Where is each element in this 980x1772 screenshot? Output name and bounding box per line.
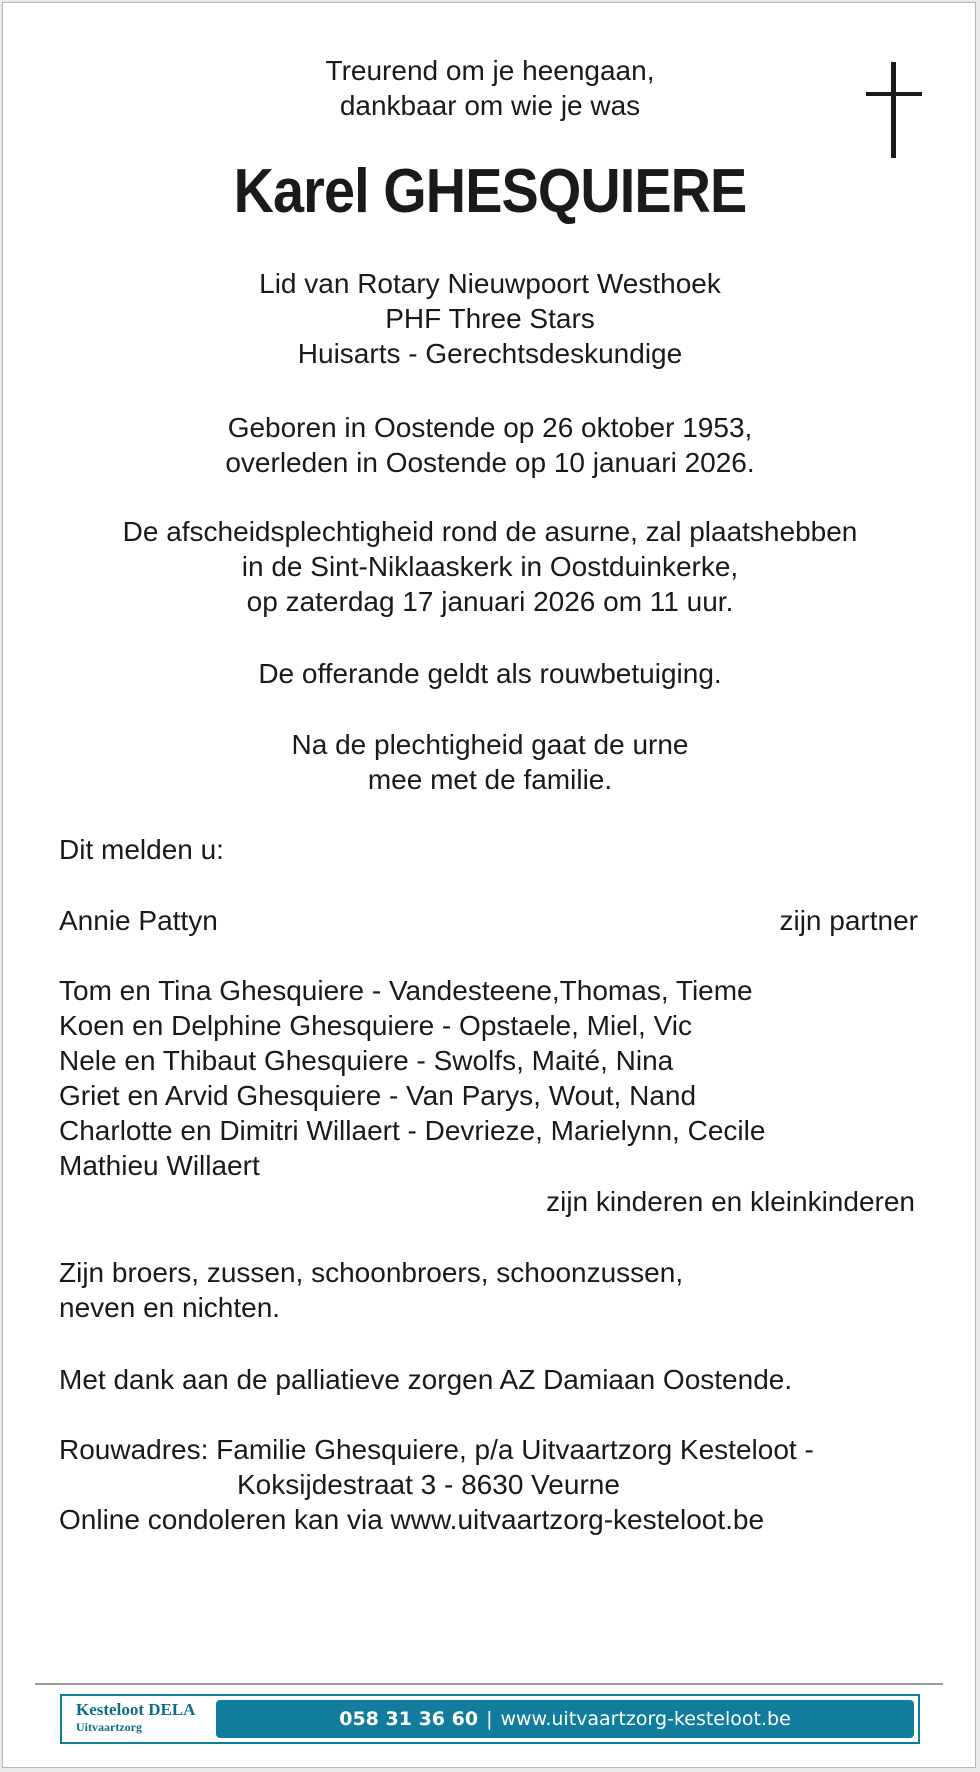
brand-subtitle: Uitvaartzorg — [76, 1720, 142, 1734]
ceremony-line: in de Sint-Niklaaskerk in Oostduinkerke, — [241, 551, 739, 582]
role-line: Huisarts - Gerechtsdeskundige — [297, 338, 683, 369]
death-line: overleden in Oostende op 10 januari 2026. — [225, 447, 755, 478]
address-line-2: Koksijdestraat 3 - 8630 Veurne — [237, 1469, 620, 1500]
role-line: Lid van Rotary Nieuwpoort Westhoek — [259, 268, 721, 299]
birth-line: Geboren in Oostende op 26 oktober 1953, — [227, 412, 753, 443]
quote-line: Treurend om je heengaan, — [325, 55, 655, 86]
opening-quote — [0, 53, 980, 123]
children-list — [59, 973, 765, 1183]
deceased-name: Karel GHESQUIERE — [233, 157, 747, 226]
ceremony-line: op zaterdag 17 januari 2026 om 11 uur. — [246, 586, 734, 617]
offering-text: De offerande geldt als rouwbetuiging. — [258, 658, 722, 689]
urn-block — [0, 727, 980, 797]
footer-divider — [35, 1683, 943, 1685]
role-line: PHF Three Stars — [385, 303, 595, 334]
announcers-intro: Dit melden u: — [59, 834, 224, 865]
roles-block — [0, 266, 980, 371]
ceremony-line: De afscheidsplechtigheid rond de asurne, zal plaatshebben — [122, 516, 858, 547]
online-condolence: Online condoleren kan via www.uitvaartzorg-kesteloot.be — [59, 1504, 765, 1535]
child-family-line: Koen en Delphine Ghesquiere - Opstaele, Miel, Vic — [59, 1010, 692, 1041]
ceremony-block — [0, 514, 980, 619]
child-family-line: Tom en Tina Ghesquiere - Vandesteene,Thomas, Tieme — [59, 975, 753, 1006]
partner-name: Annie Pattyn — [59, 905, 218, 936]
address-block — [59, 1432, 814, 1537]
urn-line: mee met de familie. — [367, 764, 613, 795]
urn-line: Na de plechtigheid gaat de urne — [291, 729, 689, 760]
child-family-line: Charlotte en Dimitri Willaert - Devrieze, Marielynn, Cecile — [59, 1115, 766, 1146]
contact-separator: | — [486, 1708, 493, 1730]
child-family-line: Mathieu Willaert — [59, 1150, 260, 1181]
children-relation: zijn kinderen en kleinkinderen — [546, 1186, 915, 1217]
phone-number[interactable]: 058 31 36 60 — [339, 1708, 479, 1730]
website-link[interactable]: www.uitvaartzorg-kesteloot.be — [500, 1708, 791, 1730]
brand-name: Kesteloot DELA — [76, 1700, 196, 1719]
contact-bar — [216, 1700, 914, 1738]
quote-line: dankbaar om wie je was — [339, 90, 641, 121]
child-family-line: Griet en Arvid Ghesquiere - Van Parys, Wout, Nand — [59, 1080, 697, 1111]
funeral-home-footer — [60, 1694, 920, 1744]
address-line-1: Rouwadres: Familie Ghesquiere, p/a Uitvaartzorg Kesteloot - — [59, 1434, 814, 1465]
partner-relation: zijn partner — [779, 905, 918, 936]
relatives-line: Zijn broers, zussen, schoonbroers, schoonzussen, — [59, 1257, 684, 1288]
thanks-text: Met dank aan de palliatieve zorgen AZ Damiaan Oostende. — [59, 1364, 793, 1395]
relatives-block — [59, 1255, 683, 1325]
brand-logo — [76, 1700, 195, 1734]
dates-block — [0, 410, 980, 480]
child-family-line: Nele en Thibaut Ghesquiere - Swolfs, Maité, Nina — [59, 1045, 674, 1076]
relatives-line: neven en nichten. — [59, 1292, 281, 1323]
